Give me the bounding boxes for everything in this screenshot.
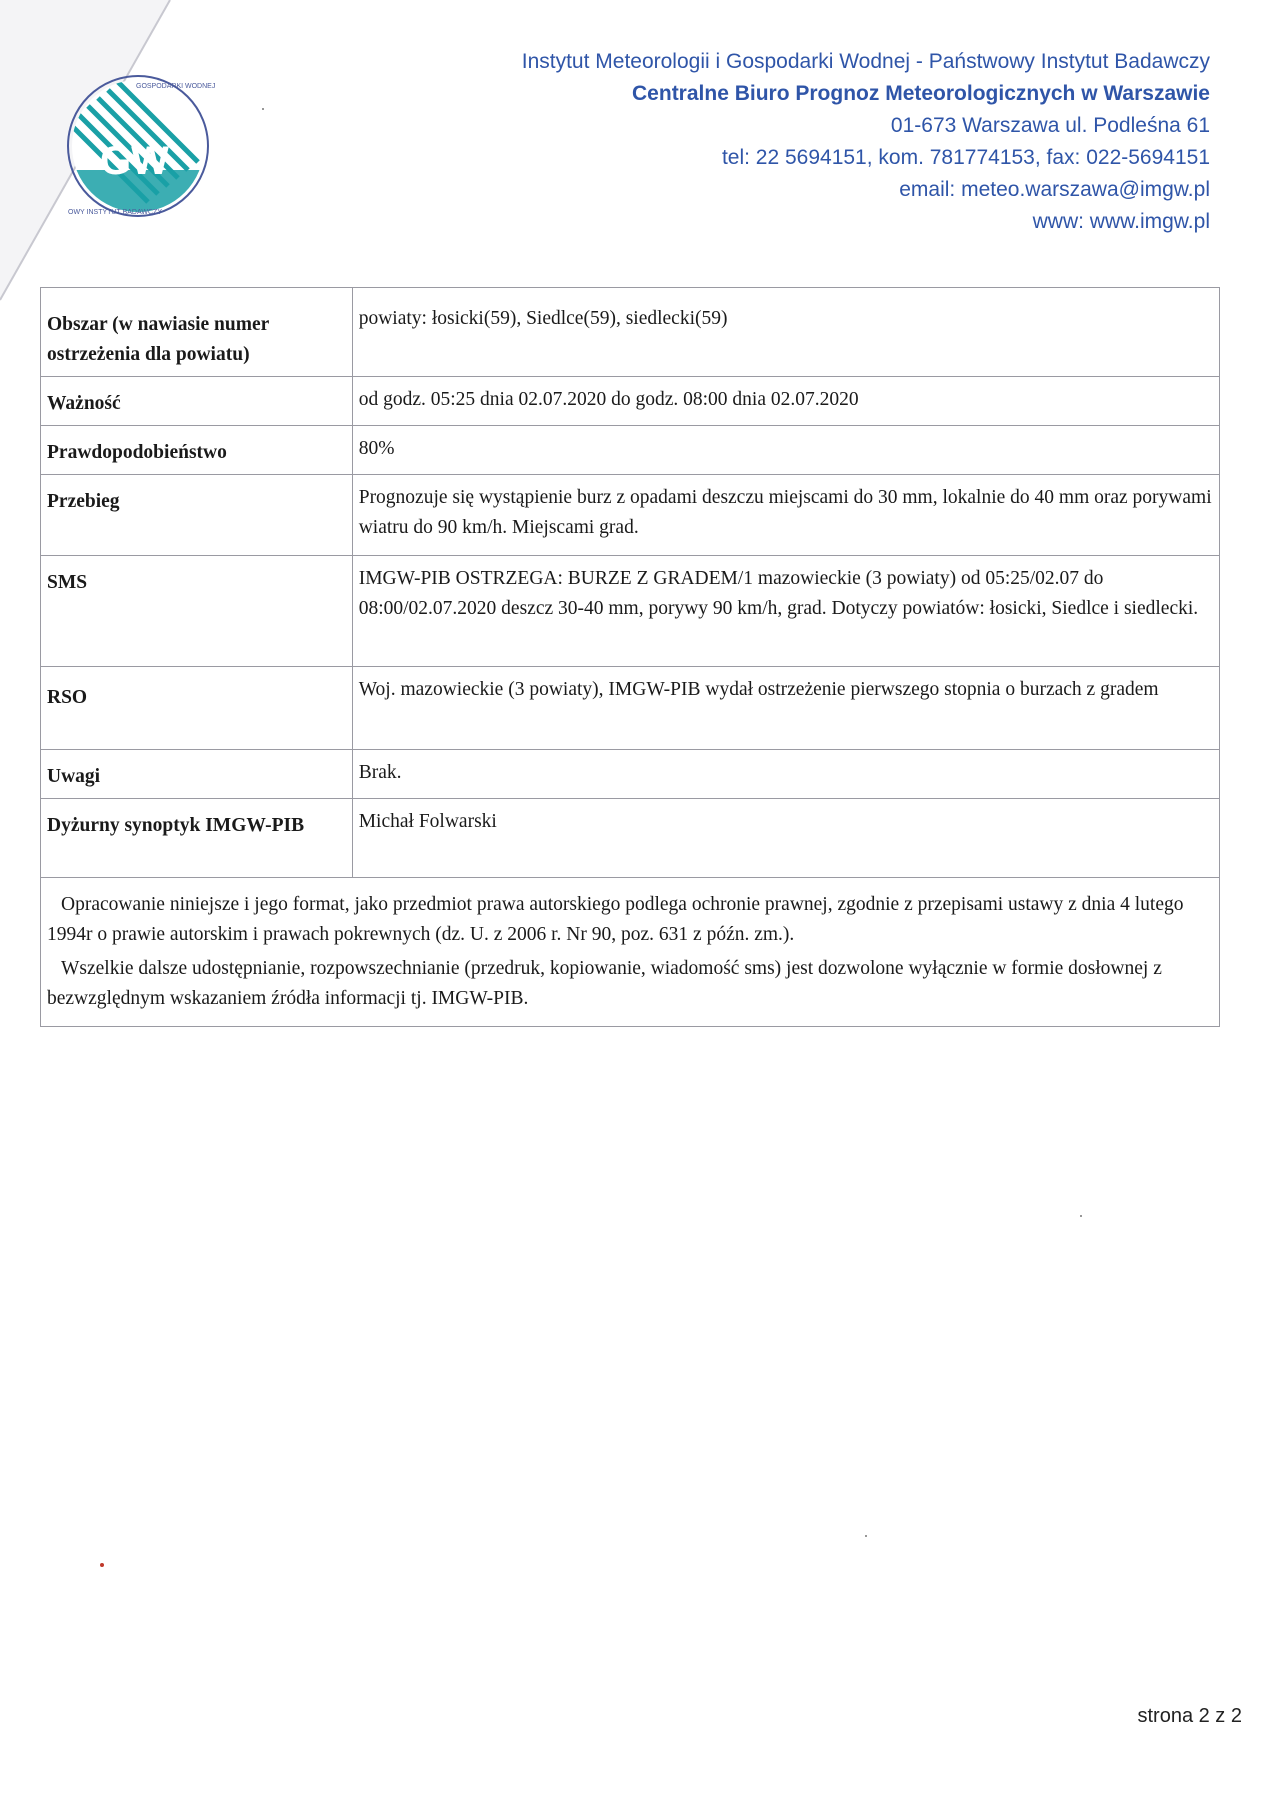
row-label-rso: RSO [41,667,353,750]
row-label-duty-forecaster: Dyżurny synoptyk IMGW-PIB [41,799,353,878]
row-label-course: Przebieg [41,475,353,556]
row-value-rso: Woj. mazowieckie (3 powiaty), IMGW-PIB wydał ostrzeżenie pierwszego stopnia o burzach z gradem [352,667,1219,750]
copyright-paragraph-1: Opracowanie niniejsze i jego format, jako przedmiot prawa autorskiego podlega ochronie prawnej, zgodnie z przepisami ustawy z dnia 4 lutego 1994r o prawie autorskim i prawach pokrewnych (dz. U. z 2006 r. Nr 90, poz. 631 z późn. zm.). [47,894,1184,945]
logo-ring-bottom: OWY INSTYTUT BADAWCZY [68,209,162,216]
table-row-probability [41,426,1220,475]
table-row-sms [41,556,1220,667]
institute-name: Instytut Meteorologii i Gospodarki Wodnej - Państwowy Instytut Badawczy [521,50,1210,73]
row-value-notes: Brak. [352,750,1219,799]
bureau-name: Centralne Biuro Prognoz Meteorologicznych w Warszawie [632,82,1210,105]
copyright-paragraph-2: Wszelkie dalsze udostępnianie, rozpowszechnianie (przedruk, kopiowanie, wiadomość sms) jest dozwolone wyłącznie w formie dosłownej z bezwzględnym wskazaniem źródła informacji tj. IMGW-PIB. [47,958,1162,1009]
warning-table-wrap [40,287,1220,1027]
table-row-notes [41,750,1220,799]
logo-ring-top: GOSPODARKI WODNEJ [136,83,216,90]
table-row-area [41,288,1220,377]
row-label-sms: SMS [41,556,353,667]
table-row-course [41,475,1220,556]
scan-speck [100,1563,104,1567]
row-value-probability: 80% [352,426,1219,475]
row-label-validity: Ważność [41,377,353,426]
row-value-sms: IMGW-PIB OSTRZEGA: BURZE Z GRADEM/1 mazowieckie (3 powiaty) od 05:25/02.07 do 08:00/02.07.2020 deszcz 30-40 mm, porywy 90 km/h, grad. Dotyczy powiatów: łosicki, Siedlce i siedlecki. [352,556,1219,667]
table-row-duty-forecaster [41,799,1220,878]
copyright-notice [40,878,1220,1027]
row-label-notes: Uwagi [41,750,353,799]
scan-speck [1080,1215,1082,1217]
email-address[interactable]: email: meteo.warszawa@imgw.pl [899,178,1210,201]
row-value-duty-forecaster: Michał Folwarski [352,799,1219,878]
imgw-logo [58,62,216,230]
scan-speck [865,1535,867,1537]
scan-speck [262,108,264,110]
table-row-rso [41,667,1220,750]
logo-text: GW [100,139,169,183]
row-value-area: powiaty: łosicki(59), Siedlce(59), siedlecki(59) [352,288,1219,377]
address: 01-673 Warszawa ul. Podleśna 61 [890,114,1210,137]
row-value-validity: od godz. 05:25 dnia 02.07.2020 do godz. 08:00 dnia 02.07.2020 [352,377,1219,426]
website[interactable]: www: www.imgw.pl [1032,210,1210,233]
page-number: strona 2 z 2 [1137,1705,1242,1727]
table-row-validity [41,377,1220,426]
phone-numbers: tel: 22 5694151, kom. 781774153, fax: 022-5694151 [721,146,1210,169]
letterhead [350,46,1210,238]
row-label-area: Obszar (w nawiasie numer ostrzeżenia dla powiatu) [41,288,353,377]
warning-table [40,287,1220,878]
row-value-course: Prognozuje się wystąpienie burz z opadami deszczu miejscami do 30 mm, lokalnie do 40 mm oraz porywami wiatru do 90 km/h. Miejscami grad. [352,475,1219,556]
row-label-probability: Prawdopodobieństwo [41,426,353,475]
